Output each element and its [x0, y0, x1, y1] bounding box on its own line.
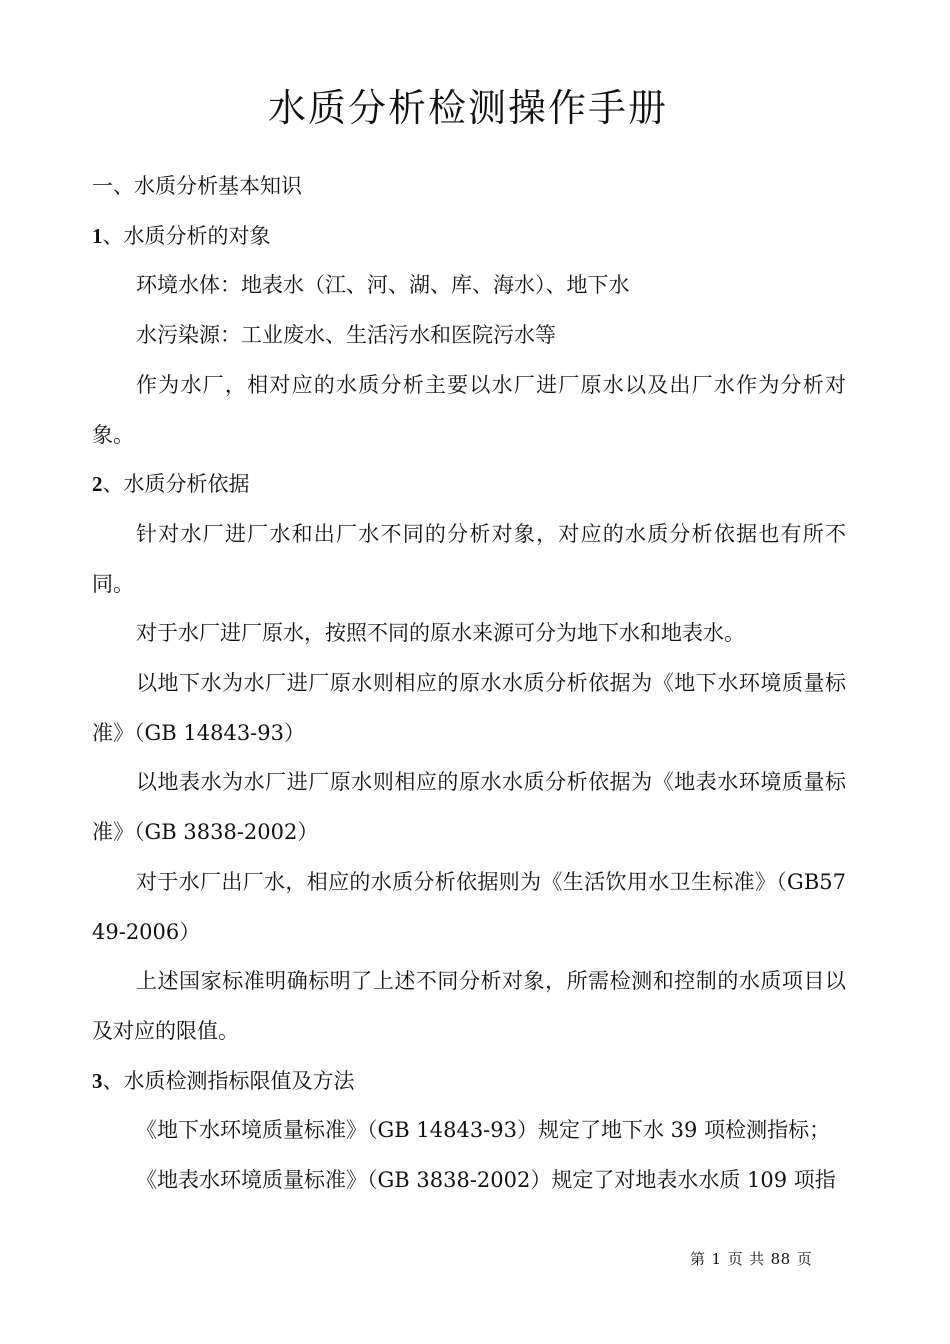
subsection-title: 、水质分析依据: [102, 472, 250, 497]
paragraph: 以地表水为水厂进厂原水则相应的原水水质分析依据为《地表水环境质量标准》（GB 3838-2002）: [92, 770, 846, 845]
page-footer: [690, 1247, 818, 1271]
page-title: 水质分析检测操作手册: [267, 86, 668, 130]
total-label: 共: [749, 1250, 765, 1268]
paragraph: 《地下水环境质量标准》（GB 14843-93）规定了地下水 39 项检测指标；: [136, 1118, 831, 1143]
subsection-number: 1: [92, 223, 103, 248]
subsection-number: 3: [92, 1068, 103, 1093]
paragraph: 以地下水为水厂进厂原水则相应的原水水质分析依据为《地下水环境质量标准》（GB 14843-93）: [92, 671, 846, 745]
total-pages: 88: [770, 1250, 791, 1268]
subsection-number: 2: [92, 472, 103, 497]
paragraph: 对于水厂进厂原水，按照不同的原水来源可分为地下水和地表水。: [136, 621, 745, 646]
subsection-heading: [92, 212, 846, 262]
paragraph: 针对水厂进厂水和出厂水不同的分析对象，对应的水质分析依据也有所不同。: [92, 521, 846, 596]
paragraph: 作为水厂，相对应的水质分析主要以水厂进厂原水以及出厂水作为分析对象。: [92, 372, 846, 447]
total-unit: 页: [796, 1250, 813, 1268]
paragraph: 《地表水环境质量标准》（GB 3838-2002）规定了对地表水水质 109 项指: [136, 1168, 836, 1193]
section-heading: 一、水质分析基本知识: [92, 174, 302, 198]
paragraph: 上述国家标准明确标明了上述不同分析对象，所需检测和控制的水质项目以及对应的限值。: [92, 969, 846, 1043]
subsection-title: 、水质检测指标限值及方法: [102, 1068, 355, 1093]
page-label: 第: [690, 1250, 706, 1268]
paragraph: 水污染源：工业废水、生活污水和医院污水等: [136, 323, 556, 348]
subsection-title: 、水质分析的对象: [102, 223, 271, 248]
subsection-heading: [92, 460, 846, 510]
page-unit: 页: [727, 1250, 744, 1268]
document-body: [92, 162, 846, 1206]
paragraph: 环境水体：地表水（江、河、湖、库、海水）、地下水: [136, 273, 630, 298]
page-number: 1: [711, 1250, 722, 1268]
subsection-heading: [92, 1057, 846, 1107]
paragraph: 对于水厂出厂水，相应的水质分析依据则为《生活饮用水卫生标准》（GB5749-2006）: [92, 869, 846, 944]
